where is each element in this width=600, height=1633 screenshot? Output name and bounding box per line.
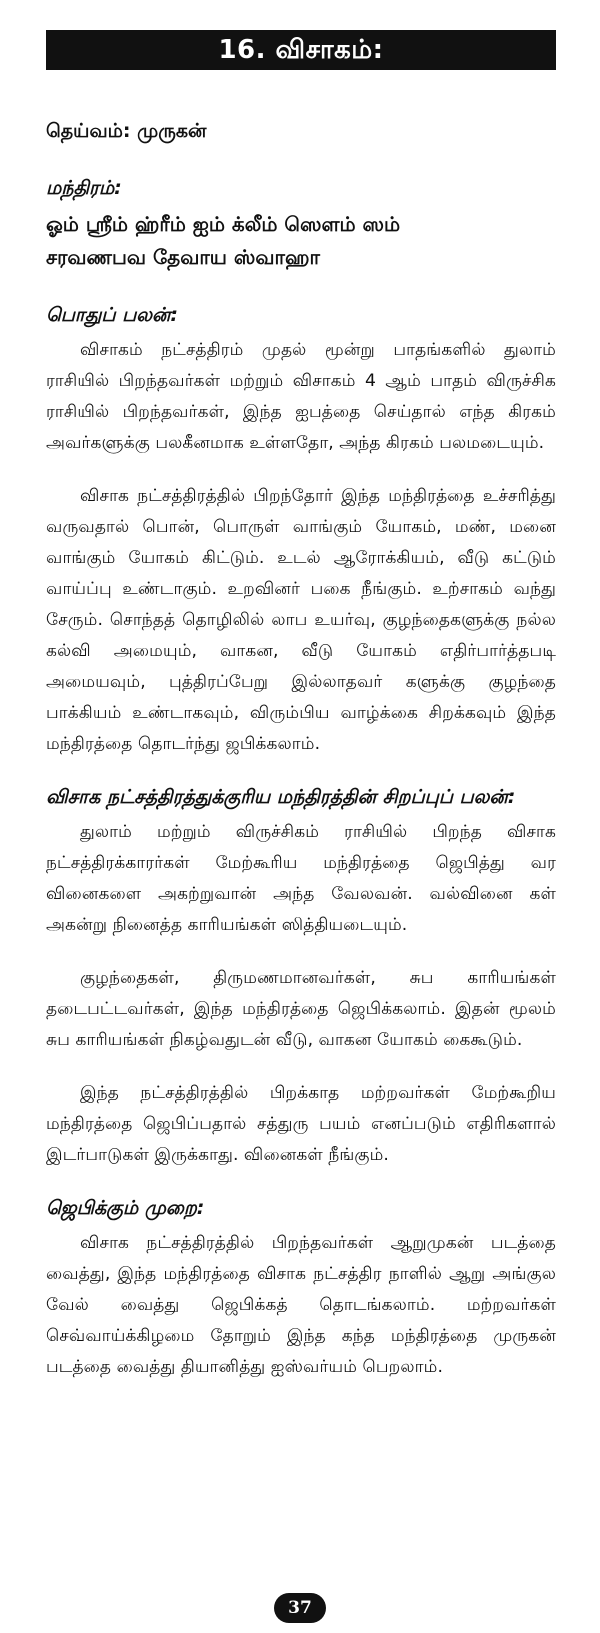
deity-line: தெய்வம்: முருகன் — [46, 120, 207, 142]
chapter-title: 16. விசாகம்: — [46, 30, 556, 70]
mantra-line-1: ஓம் ஶ்ரீம் ஹ்ரீம் ஐம் க்லீம் ஸௌம் ஸம் — [46, 212, 401, 236]
method-paragraph-1: விசாக நட்சத்திரத்தில் பிறந்தவர்கள் ஆறுமுகன் படத்தை வைத்து, இந்த மந்திரத்தை விசாக நட்சத்திர நாளில் ஆறு அங்குல வேல் வைத்து ஜெபிக்கத் தொடங்கலாம். மற்றவர்கள் செவ்வாய்க்கிழமை தோறும் இந்த கந்த மந்திரத்தை முருகன் படத்தை வைத்து தியானித்து ஐஸ்வர்யம் பெறலாம். — [46, 1233, 556, 1377]
general-benefit-heading: பொதுப் பலன்: — [46, 304, 179, 326]
book-page — [46, 30, 556, 1405]
mantra-heading: மந்திரம்: — [46, 177, 122, 199]
page-number: 37 — [274, 1593, 326, 1623]
special-paragraph-2: குழந்தைகள், திருமணமானவர்கள், சுப காரியங்கள் தடைபட்டவர்கள், இந்த மந்திரத்தை ஜெபிக்கலாம். இதன் மூலம் சுப காரியங்கள் நிகழ்வதுடன் வீடு, வாகன யோகம் கைகூடும். — [46, 968, 556, 1050]
special-paragraph-3: இந்த நட்சத்திரத்தில் பிறக்காத மற்றவர்கள் மேற்கூறிய மந்திரத்தை ஜெபிப்பதால் சத்துரு பயம் எனப்படும் எதிரிகளால் இடர்பாடுகள் இருக்காது. வினைகள் நீங்கும். — [46, 1083, 556, 1165]
page-footer — [0, 1593, 600, 1623]
general-paragraph-1: விசாகம் நட்சத்திரம் முதல் மூன்று பாதங்களில் துலாம் ராசியில் பிறந்தவர்கள் மற்றும் விசாகம் 4 ஆம் பாதம் விருச்சிக ராசியில் பிறந்தவர்கள், இந்த ஐபத்தை செய்தால் எந்த கிரகம் அவர்களுக்கு பலகீனமாக உள்ளதோ, அந்த கிரகம் பலமடையும். — [46, 340, 556, 453]
mantra-text — [46, 208, 556, 274]
general-paragraph-2: விசாக நட்சத்திரத்தில் பிறந்தோர் இந்த மந்திரத்தை உச்சரித்து வருவதால் பொன், பொருள் வாங்கும் யோகம், மண், மனை வாங்கும் யோகம் கிட்டும். உடல் ஆரோக்கியம், வீடு கட்டும் வாய்ப்பு உண்டாகும். உறவினர் பகை நீங்கும். உற்சாகம் வந்து சேரும். சொந்தத் தொழிலில் லாப உயர்வு, குழந்தைகளுக்கு நல்ல கல்வி அமையும், வாகன, வீடு யோகம் எதிர்பார்த்தபடி அமையவும், புத்திரப்பேறு இல்லாதவர் களுக்கு குழந்தை பாக்கியம் உண்டாகவும், விரும்பிய வாழ்க்கை சிறக்கவும் இந்த மந்திரத்தை தொடர்ந்து ஜபிக்கலாம். — [46, 486, 556, 754]
special-benefit-heading: விசாக நட்சத்திரத்துக்குரிய மந்திரத்தின் சிறப்புப் பலன்: — [46, 786, 516, 808]
chanting-method-heading: ஜெபிக்கும் முறை: — [46, 1197, 205, 1219]
mantra-line-2: சரவணபவ தேவாய ஸ்வாஹா — [46, 245, 320, 269]
special-paragraph-1: துலாம் மற்றும் விருச்சிகம் ராசியில் பிறந்த விசாக நட்சத்திரக்காரர்கள் மேற்கூரிய மந்திரத்தை ஜெபித்து வர வினைகளை அகற்றுவான் அந்த வேலவன். வல்வினை கள் அகன்று நினைத்த காரியங்கள் ஸித்தியடையும். — [46, 822, 556, 935]
